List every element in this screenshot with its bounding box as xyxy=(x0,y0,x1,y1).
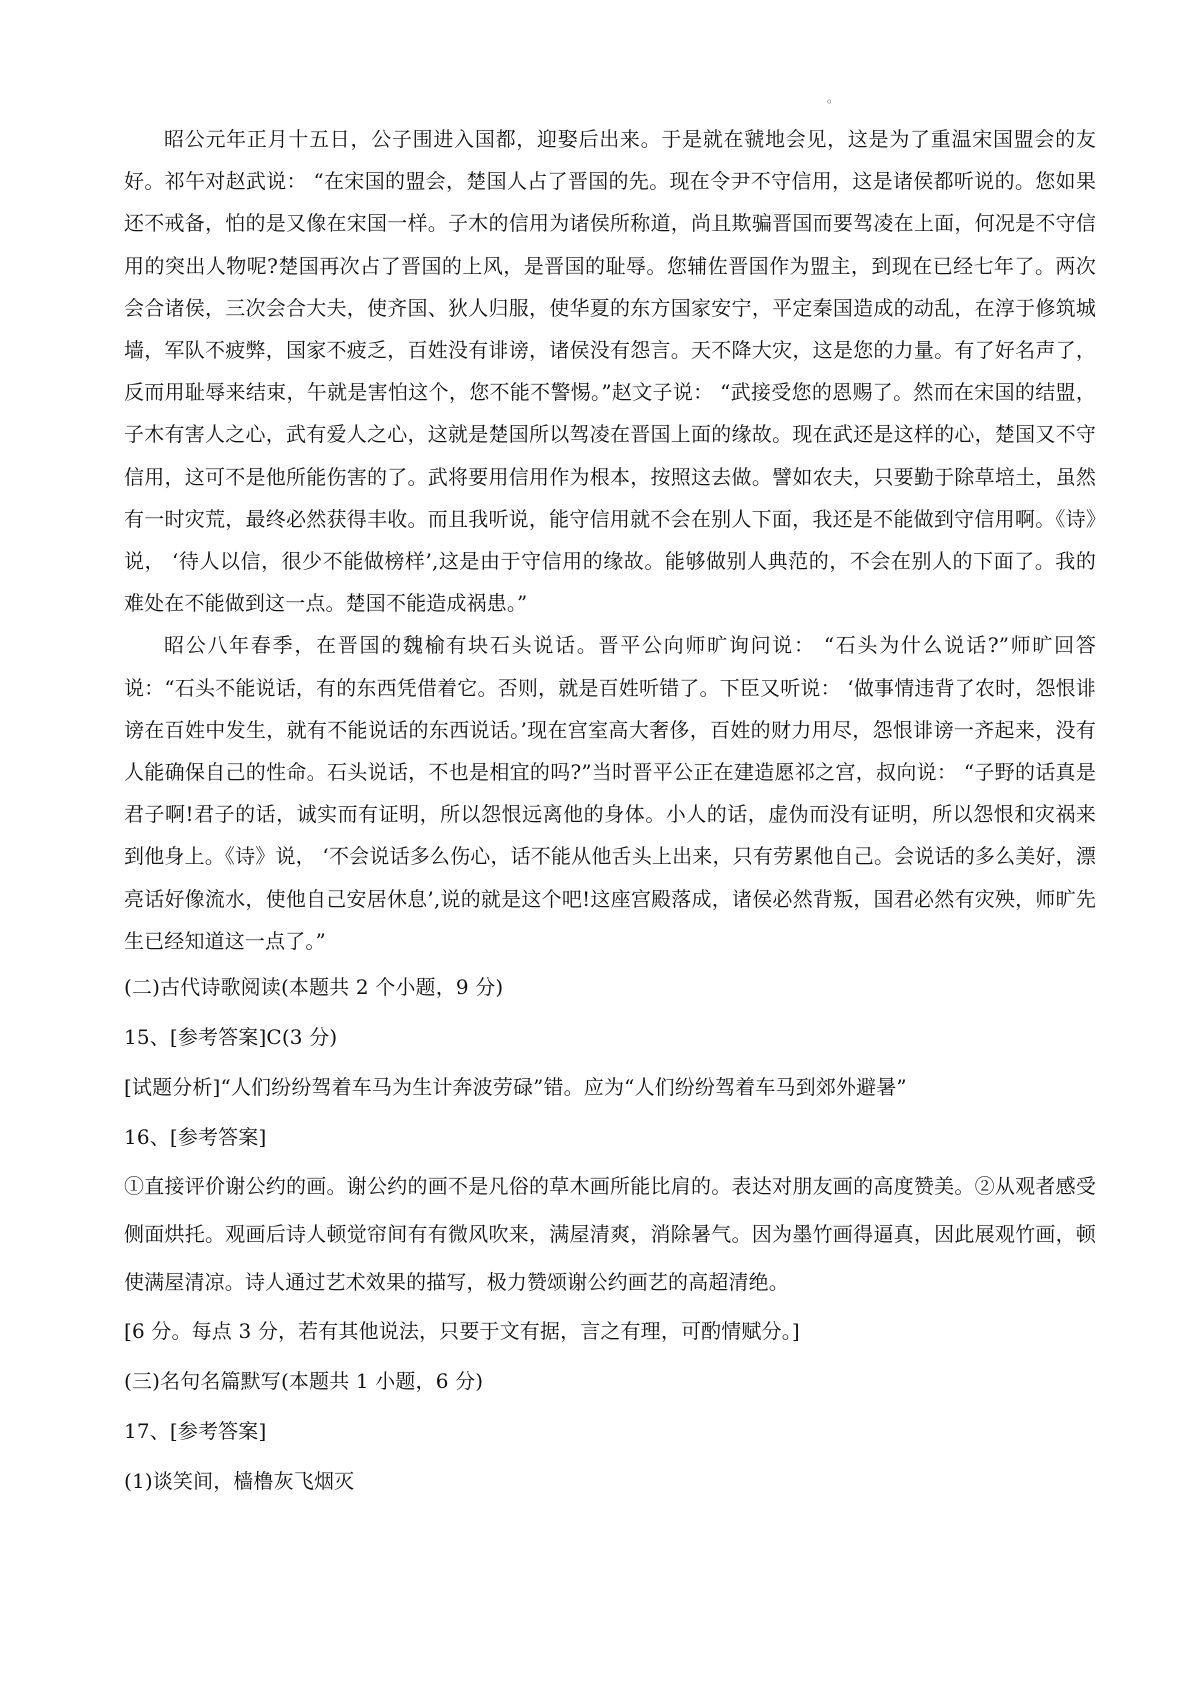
translation-paragraph-1: 昭公元年正月十五日，公子围进入国都，迎娶后出来。于是就在虢地会见，这是为了重温宋国盟会的友好。祁午对赵武说： “在宋国的盟会，楚国人占了晋国的先。现在令尹不守信用，这是诸侯都听说的。您如果还不戒备，怕的是又像在宋国一样。子木的信用为诸侯所称道，尚且欺骗晋国而要驾凌在上面，何况是不守信用的突出人物呢?楚国再次占了晋国的上风，是晋国的耻辱。您辅佐晋国作为盟主，到现在已经七年了。两次会合诸侯，三次会合大夫，使齐国、狄人归服，使华夏的东方国家安宁，平定秦国造成的动乱，在淳于修筑城墙，军队不疲弊，国家不疲乏，百姓没有诽谤，诸侯没有怨言。天不降大灾，这是您的力量。有了好名声了，反而用耻辱来结束，午就是害怕这个，您不能不警惕。”赵文子说： “武接受您的恩赐了。然而在宋国的结盟，子木有害人之心，武有爱人之心，这就是楚国所以驾凌在晋国上面的缘故。现在武还是这样的心，楚国又不守信用，这可不是他所能伤害的了。武将要用信用作为根本，按照这去做。譬如农夫，只要勤于除草培土，虽然有一时灾荒，最终必然获得丰收。而且我听说，能守信用就不会在别人下面，我还是不能做到守信用啊。《诗》说， ‘待人以信，很少不能做榜样’,这是由于守信用的缘故。能够做别人典范的，不会在别人的下面了。我的难处在不能做到这一点。楚国不能造成祸患。” xyxy=(124,127,1096,616)
section-heading-recitation: (三)名句名篇默写(本题共 1 小题，6 分) xyxy=(124,1369,484,1394)
q15-answer: 15、[参考答案]C(3 分) xyxy=(124,1025,338,1050)
translation-paragraph-2: 昭公八年春季，在晋国的魏榆有块石头说话。晋平公向师旷询问说： “石头为什么说话?”师旷回答说：“石头不能说话，有的东西凭借着它。否则，就是百姓听错了。下臣又听说： ‘做事情违背了农时，怨恨诽谤在百姓中发生，就有不能说话的东西说话。’现在宫室高大奢侈，百姓的财力用尽，怨恨诽谤一齐起来，没有人能确保自己的性命。石头说话，不也是相宜的吗?”当时晋平公正在建造愿祁之宫，叔向说： “子野的话真是君子啊!君子的话，诚实而有证明，所以怨恨远离他的身体。小人的话，虚伪而没有证明，所以怨恨和灾祸来到他身上。《诗》说， ‘不会说话多么伤心，话不能从他舌头上出来，只有劳累他自己。会说话的多么美好，漂亮话好像流水，使他自己安居休息’,说的就是这个吧!这座宫殿落成，诸侯必然背叛，国君必然有灾殃，师旷先生已经知道这一点了。” xyxy=(124,633,1096,953)
q15-analysis: [试题分析]“人们纷纷驾着车马为生计奔波劳碌”错。应为“人们纷纷驾着车马到郊外避暑” xyxy=(124,1075,907,1100)
q16-answer-text: ①直接评价谢公约的画。谢公约的画不是凡俗的草木画所能比肩的。表达对朋友画的高度赞美。②从观者感受侧面烘托。观画后诗人顿觉帘间有有微风吹来，满屋清爽，消除暑气。因为墨竹画得逼真，因此展观竹画，顿使满屋清凉。诗人通过艺术效果的描写，极力赞颂谢公约画艺的高超清绝。 xyxy=(124,1174,1096,1295)
q17-answer-label: 17、[参考答案] xyxy=(124,1419,267,1444)
q16-scoring-note: [6 分。每点 3 分，若有其他说法，只要于文有据，言之有理，可酌情赋分。] xyxy=(124,1319,800,1344)
section-heading-poetry: (二)古代诗歌阅读(本题共 2 个小题，9 分) xyxy=(124,975,504,1000)
document-body xyxy=(124,118,1096,1506)
q17-line-1: (1)谈笑间，樯橹灰飞烟灭 xyxy=(124,1469,355,1494)
q16-answer-label: 16、[参考答案] xyxy=(124,1125,267,1150)
corner-mark: 。 xyxy=(827,91,840,105)
